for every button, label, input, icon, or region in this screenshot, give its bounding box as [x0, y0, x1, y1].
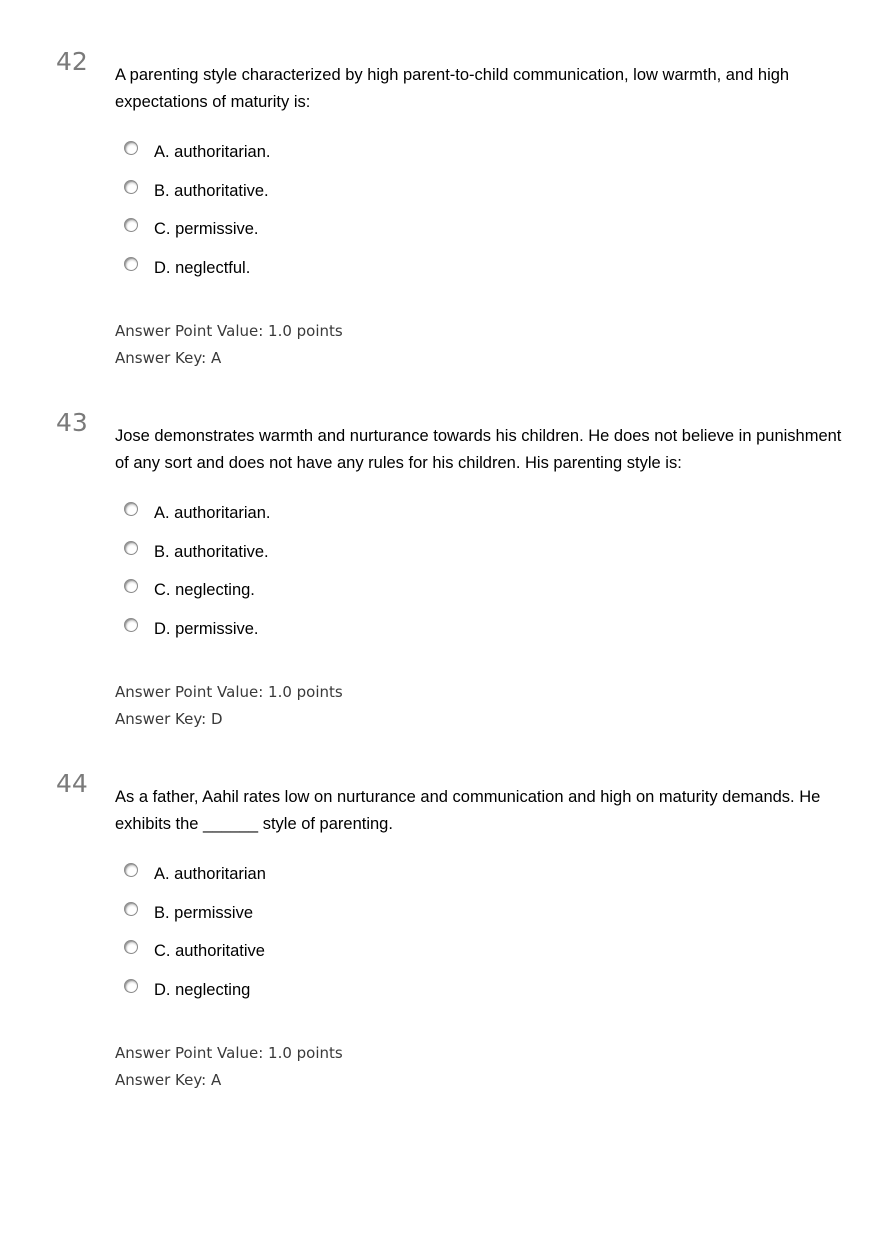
option-label: C. authoritative [154, 942, 265, 960]
option-label: D. neglecting [154, 980, 251, 999]
radio-button[interactable] [124, 541, 138, 555]
question-42 [0, 48, 880, 388]
question-text: As a father, Aahil rates low on nurturance and communication and high on maturity demands. He exhibits the ______ style of parenting. [115, 788, 821, 833]
answer-key: Answer Key: A [115, 1071, 222, 1089]
radio-button[interactable] [124, 141, 138, 155]
option-label: D. permissive. [154, 619, 259, 638]
radio-button[interactable] [124, 940, 138, 954]
radio-button[interactable] [124, 579, 138, 593]
radio-button[interactable] [124, 618, 138, 632]
radio-button[interactable] [124, 902, 138, 916]
radio-button[interactable] [124, 180, 138, 194]
radio-button[interactable] [124, 257, 138, 271]
option-label: A. authoritarian. [154, 504, 271, 522]
radio-button[interactable] [124, 979, 138, 993]
question-number: 42 [56, 47, 88, 76]
radio-button[interactable] [124, 218, 138, 232]
question-number: 44 [56, 769, 88, 798]
option-label: B. authoritative. [154, 542, 269, 561]
option-label: C. permissive. [154, 220, 259, 238]
option-label: C. neglecting. [154, 581, 255, 599]
point-value: Answer Point Value: 1.0 points [115, 683, 343, 701]
answer-meta [115, 318, 343, 372]
answer-key: Answer Key: D [115, 710, 223, 728]
question-text: A parenting style characterized by high parent-to-child communication, low warmth, and high expectations of maturity is: [115, 66, 790, 111]
question-44 [0, 770, 880, 1110]
option-label: D. neglectful. [154, 258, 251, 277]
radio-button[interactable] [124, 863, 138, 877]
answer-meta [115, 1040, 343, 1094]
question-43 [0, 409, 880, 749]
answer-key: Answer Key: A [115, 349, 222, 367]
option-label: A. authoritarian [154, 865, 266, 883]
point-value: Answer Point Value: 1.0 points [115, 1044, 343, 1062]
question-number: 43 [56, 408, 88, 437]
point-value: Answer Point Value: 1.0 points [115, 322, 343, 340]
option-label: A. authoritarian. [154, 143, 271, 161]
option-label: B. permissive [154, 903, 254, 922]
option-label: B. authoritative. [154, 181, 269, 200]
radio-button[interactable] [124, 502, 138, 516]
question-text: Jose demonstrates warmth and nurturance towards his children. He does not believe in punishment of any sort and does not have any rules for his children. His parenting style is: [115, 427, 842, 472]
answer-meta [115, 679, 343, 733]
